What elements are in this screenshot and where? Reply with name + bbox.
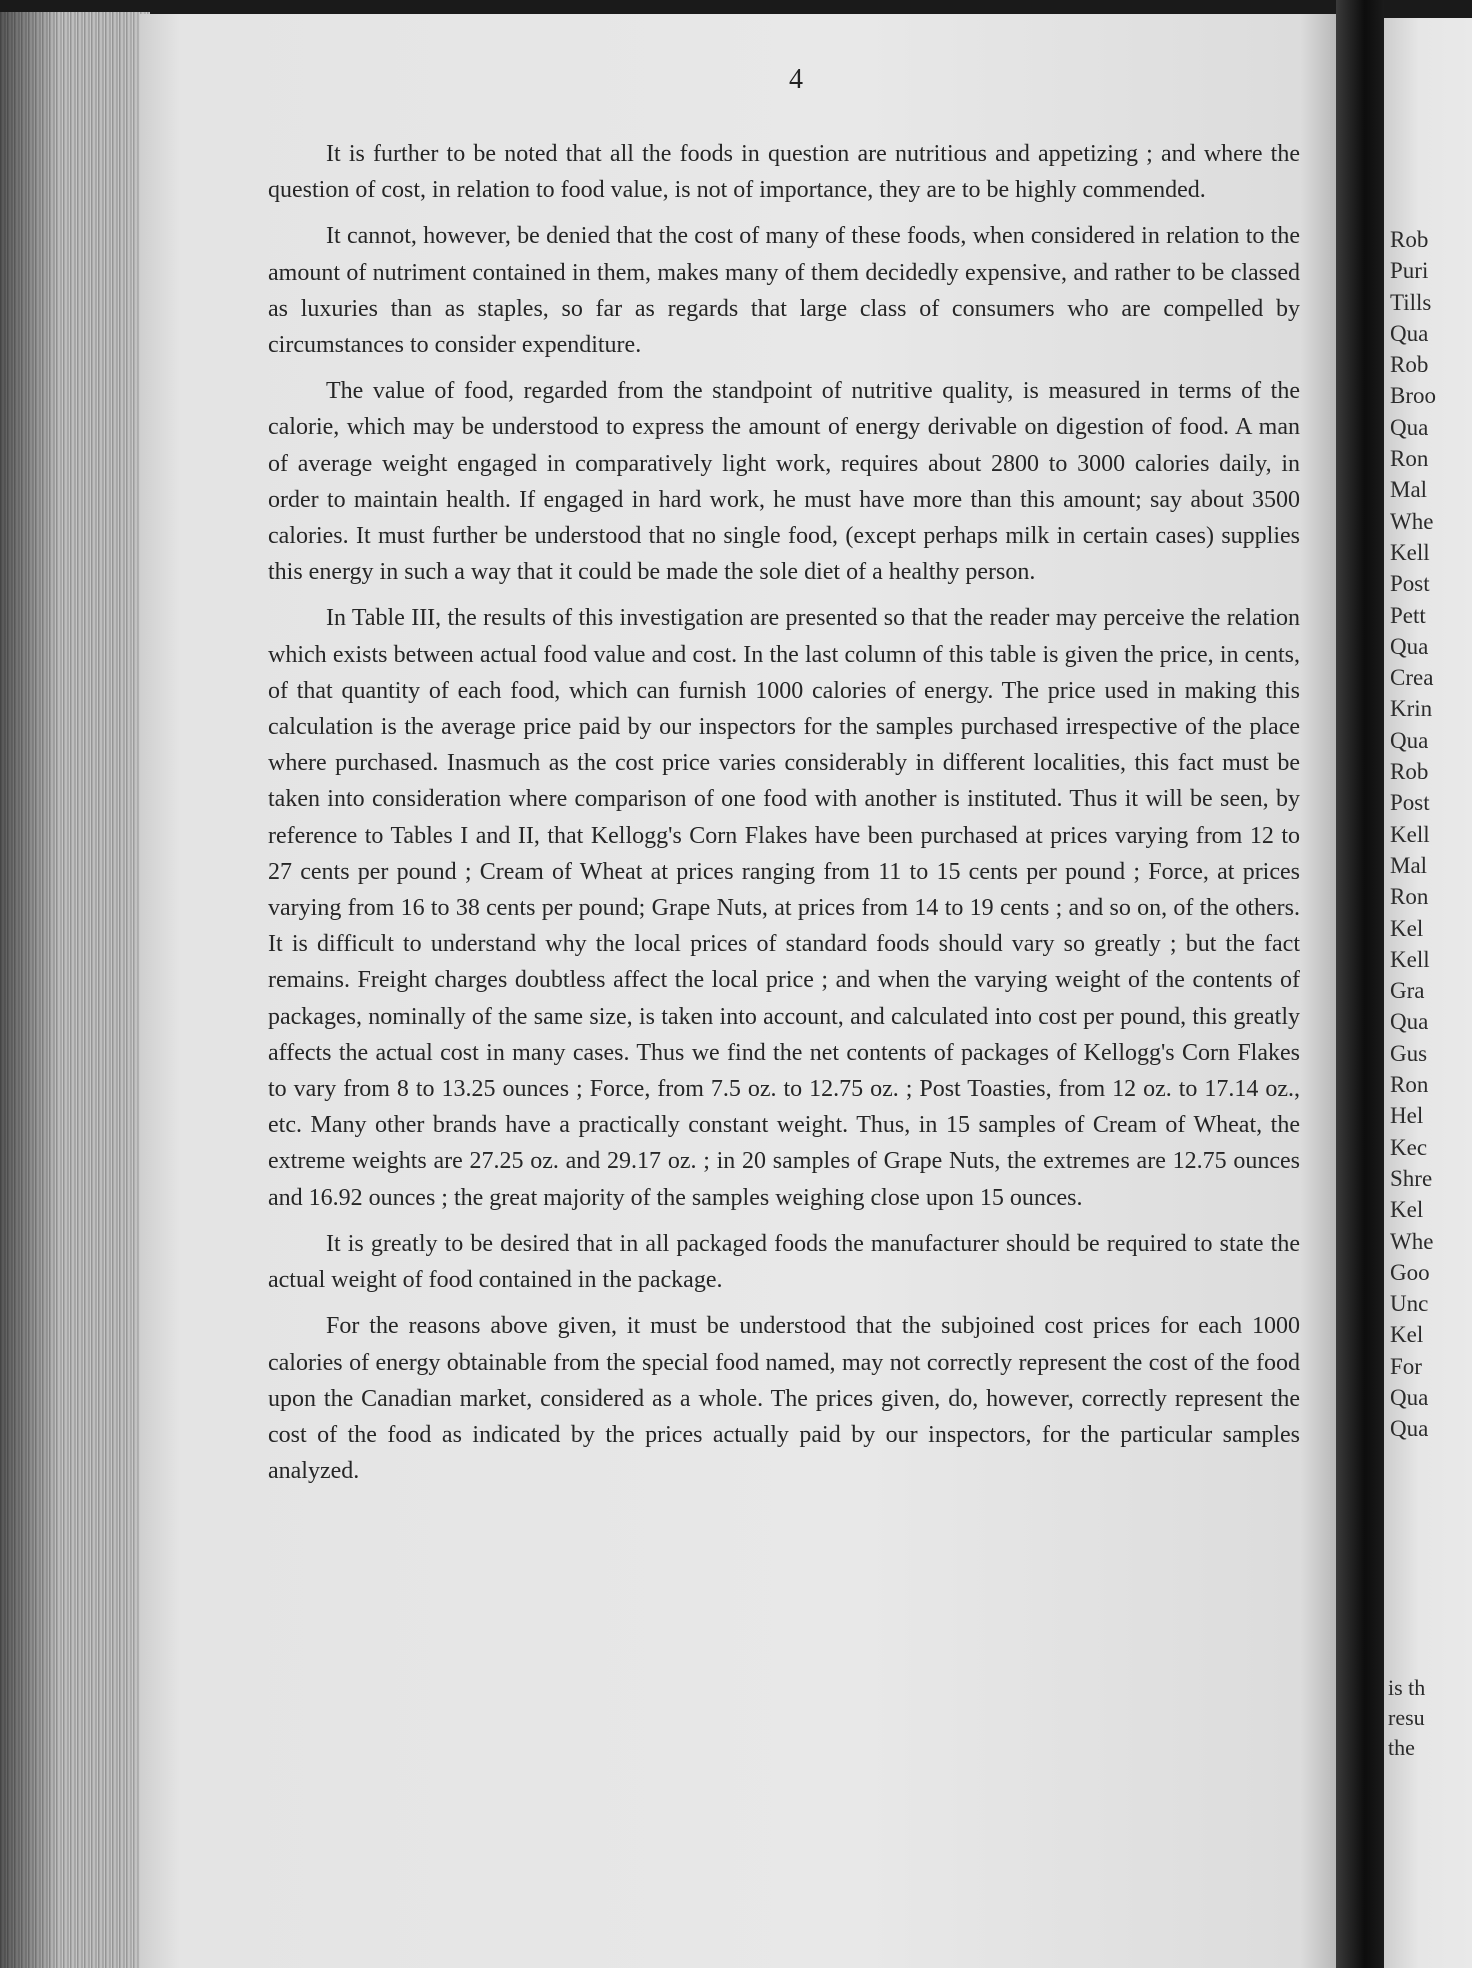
list-item: Rob [1390, 759, 1429, 785]
list-item: Qua [1390, 320, 1429, 346]
list-item: Kel [1390, 915, 1424, 941]
body-text [268, 136, 1300, 1499]
paragraph-3: The value of food, regarded from the standpoint of nutritive quality, is measured in terms of the calorie, which may be understood to express the amount of energy derivable on digestion of food. A man of average weight engaged in comparatively light work, requires about 2800 to 3000 calories daily, in order to maintain health. If engaged in hard work, he must have more than this amount; say about 3500 calories. It must further be understood that no single food, (except perhaps milk in certain cases) supplies this energy in such a way that it could be made the sole diet of a healthy person. [268, 378, 1300, 586]
list-item: Crea [1390, 665, 1434, 691]
tail-line: the [1388, 1735, 1415, 1760]
list-item: Post [1390, 571, 1430, 597]
page-edge-shadow [0, 12, 150, 1968]
book-gutter [1336, 0, 1384, 1968]
right-page-fragment [1384, 18, 1472, 1968]
list-item: Ron [1390, 446, 1429, 472]
paragraph-4: In Table III, the results of this investigation are presented so that the reader may perceive the relation which exists between actual food value and cost. In the last column of this table is given the price, in cents, of that quantity of each food, which can furnish 1000 calories of energy. The price used in making this calculation is the average price paid by our inspectors for the samples purchased irrespective of the place where purchased. Inasmuch as the cost price varies considerably in different localities, this fact must be taken into consideration where comparison of one food with another is instituted. Thus it will be seen, by reference to Tables I and II, that Kellogg's Corn Flakes have been purchased at prices varying from 12 to 27 cents per pound ; Cream of Wheat at prices ranging from 11 to 15 cents per pound ; Force, at prices varying from 16 to 38 cents per pound; Grape Nuts, at prices from 14 to 19 cents ; and so on, of the others. It is difficult to understand why the local prices of standard foods should vary so greatly ; but the fact remains. Freight charges doubtless affect the local price ; and when the varying weight of the contents of packages, nominally of the same size, is taken into account, and calculated into cost per pound, this greatly affects the actual cost in many cases. Thus we find the net contents of packages of Kellogg's Corn Flakes to vary from 8 to 13.25 ounces ; Force, from 7.5 oz. to 12.75 oz. ; Post Toasties, from 12 oz. to 17.14 oz., etc. Many other brands have a practically constant weight. Thus, in 15 samples of Cream of Wheat, the extreme weights are 27.25 oz. and 29.17 oz. ; in 20 samples of Grape Nuts, the extremes are 12.75 ounces and 16.92 ounces ; the great majority of the samples weighing close upon 15 ounces. [268, 605, 1300, 1211]
list-item: Qua [1390, 414, 1429, 440]
list-item: Post [1390, 790, 1430, 816]
right-page-list [1390, 224, 1436, 1445]
list-item: Kec [1390, 1134, 1428, 1160]
right-page-tail [1388, 1673, 1425, 1763]
paragraph-5: It is greatly to be desired that in all packaged foods the manufacturer should be required to state the actual weight of food contained in the package. [268, 1230, 1300, 1294]
list-item: Qua [1390, 727, 1429, 753]
list-item: For [1390, 1353, 1422, 1379]
list-item: Unc [1390, 1291, 1429, 1317]
paragraph-2: It cannot, however, be denied that the cost of many of these foods, when considered in relation to the amount of nutriment contained in them, makes many of them decidedly expensive, and rather to be classed as luxuries than as staples, so far as regards that large class of consumers who are compelled by circumstances to consider expenditure. [268, 223, 1300, 359]
list-item: Kell [1390, 539, 1430, 565]
list-item: Mal [1390, 852, 1428, 878]
list-item: Goo [1390, 1259, 1430, 1285]
list-item: Qua [1390, 1009, 1429, 1035]
list-item: Kel [1390, 1197, 1424, 1223]
list-item: Kell [1390, 946, 1430, 972]
list-item: Whe [1390, 1228, 1434, 1254]
list-item: Pett [1390, 602, 1426, 628]
paragraph-1: It is further to be noted that all the foods in question are nutritious and appetizing ; and where the question of cost, in relation to food value, is not of importance, they are to be highly commended. [268, 141, 1300, 204]
list-item: Whe [1390, 508, 1434, 534]
list-item: Krin [1390, 696, 1433, 722]
paragraph-6: For the reasons above given, it must be understood that the subjoined cost prices for each 1000 calories of energy obtainable from the special food named, may not correctly represent the cost of the food upon the Canadian market, considered as a whole. The prices given, do, however, correctly represent the cost of the food as indicated by the prices actually paid by our inspectors, for the particular samples analyzed. [268, 1313, 1300, 1485]
list-item: Rob [1390, 227, 1429, 252]
list-item: Kel [1390, 1322, 1424, 1348]
list-item: Kell [1390, 821, 1430, 847]
list-item: Hel [1390, 1103, 1424, 1129]
list-item: Gus [1390, 1040, 1428, 1066]
tail-line: is th [1388, 1675, 1426, 1700]
page-number: 4 [789, 64, 803, 95]
list-item: Qua [1390, 1384, 1429, 1410]
tail-line: resu [1388, 1705, 1425, 1730]
list-item: Qua [1390, 633, 1429, 659]
list-item: Tills [1390, 289, 1432, 315]
list-item: Ron [1390, 1072, 1429, 1098]
list-item: Rob [1390, 352, 1429, 378]
list-item: Shre [1390, 1165, 1433, 1191]
list-item: Qua [1390, 1416, 1429, 1442]
list-item: Broo [1390, 383, 1436, 409]
list-item: Gra [1390, 978, 1425, 1004]
list-item: Ron [1390, 884, 1429, 910]
list-item: Mal [1390, 477, 1428, 503]
list-item: Puri [1390, 258, 1429, 284]
